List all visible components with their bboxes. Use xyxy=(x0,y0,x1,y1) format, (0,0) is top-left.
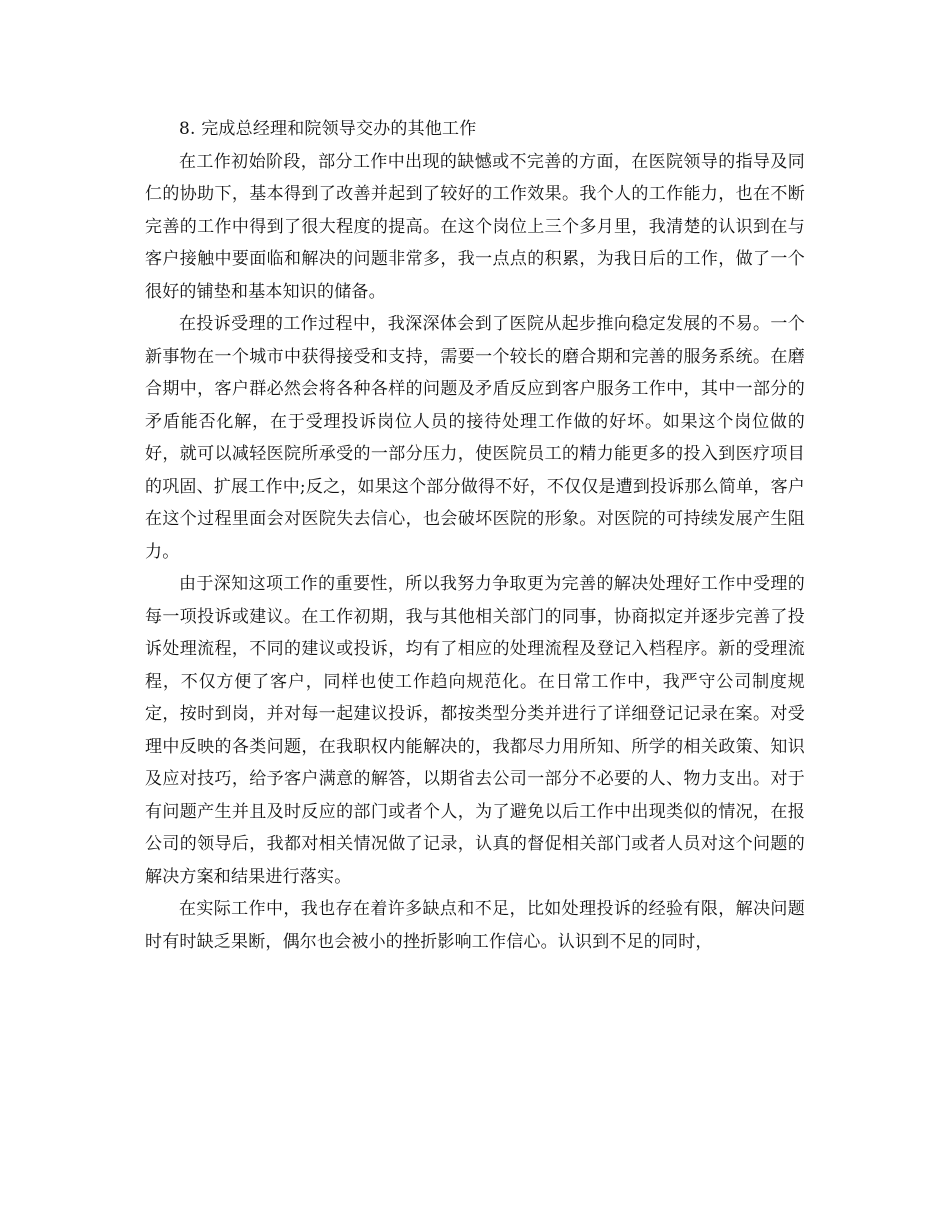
paragraph-complaint-process: 在投诉受理的工作过程中，我深深体会到了医院从起步推向稳定发展的不易。一个新事物在一个城市中获得接受和支持，需要一个较长的磨合期和完善的服务系统。在磨合期中，客户群必然会将各种各样的问题及矛盾反应到客户服务工作中，其中一部分的矛盾能否化解，在于受理投诉岗位人员的接待处理工作做的好坏。如果这个岗位做的好，就可以减轻医院所承受的一部分压力，使医院员工的精力能更多的投入到医疗项目的巩固、扩展工作中;反之，如果这个部分做得不好，不仅仅是遭到投诉那么简单，客户在这个过程里面会对医院失去信心，也会破坏医院的形象。对医院的可持续发展产生阻力。 xyxy=(145,314,805,562)
paragraph-importance: 由于深知这项工作的重要性，所以我努力争取更为完善的解决处理好工作中受理的每一项投诉或建议。在工作初期，我与其他相关部门的同事，协商拟定并逐步完善了投诉处理流程，不同的建议或投诉，均有了相应的处理流程及登记入档程序。新的受理流程，不仅方便了客户，同样也使工作趋向规范化。在日常工作中，我严守公司制度规定，按时到岗，并对每一起建议投诉，都按类型分类并进行了详细登记记录在案。对受理中反映的各类问题，在我职权内能解决的，我都尽力用所知、所学的相关政策、知识及应对技巧，给予客户满意的解答，以期省去公司一部分不必要的人、物力支出。对于有问题产生并且及时反应的部门或者个人，为了避免以后工作中出现类似的情况，在报公司的领导后，我都对相关情况做了记录，认真的督促相关部门或者人员对这个问题的解决方案和结果进行落实。 xyxy=(145,574,805,887)
paragraph-shortcomings: 在实际工作中，我也存在着许多缺点和不足，比如处理投诉的经验有限，解决问题时有时缺乏果断，偶尔也会被小的挫折影响工作信心。认识到不足的同时， xyxy=(145,899,805,952)
paragraph-initial-stage: 在工作初始阶段，部分工作中出现的缺憾或不完善的方面，在医院领导的指导及同仁的协助下，基本得到了改善并起到了较好的工作效果。我个人的工作能力，也在不断完善的工作中得到了很大程度的提高。在这个岗位上三个多月里，我清楚的认识到在与客户接触中要面临和解决的问题非常多，我一点点的积累，为我日后的工作，做了一个很好的铺垫和基本知识的储备。 xyxy=(145,151,805,302)
document-body xyxy=(145,113,805,958)
list-item-8: 8. 完成总经理和院领导交办的其他工作 xyxy=(179,119,477,139)
